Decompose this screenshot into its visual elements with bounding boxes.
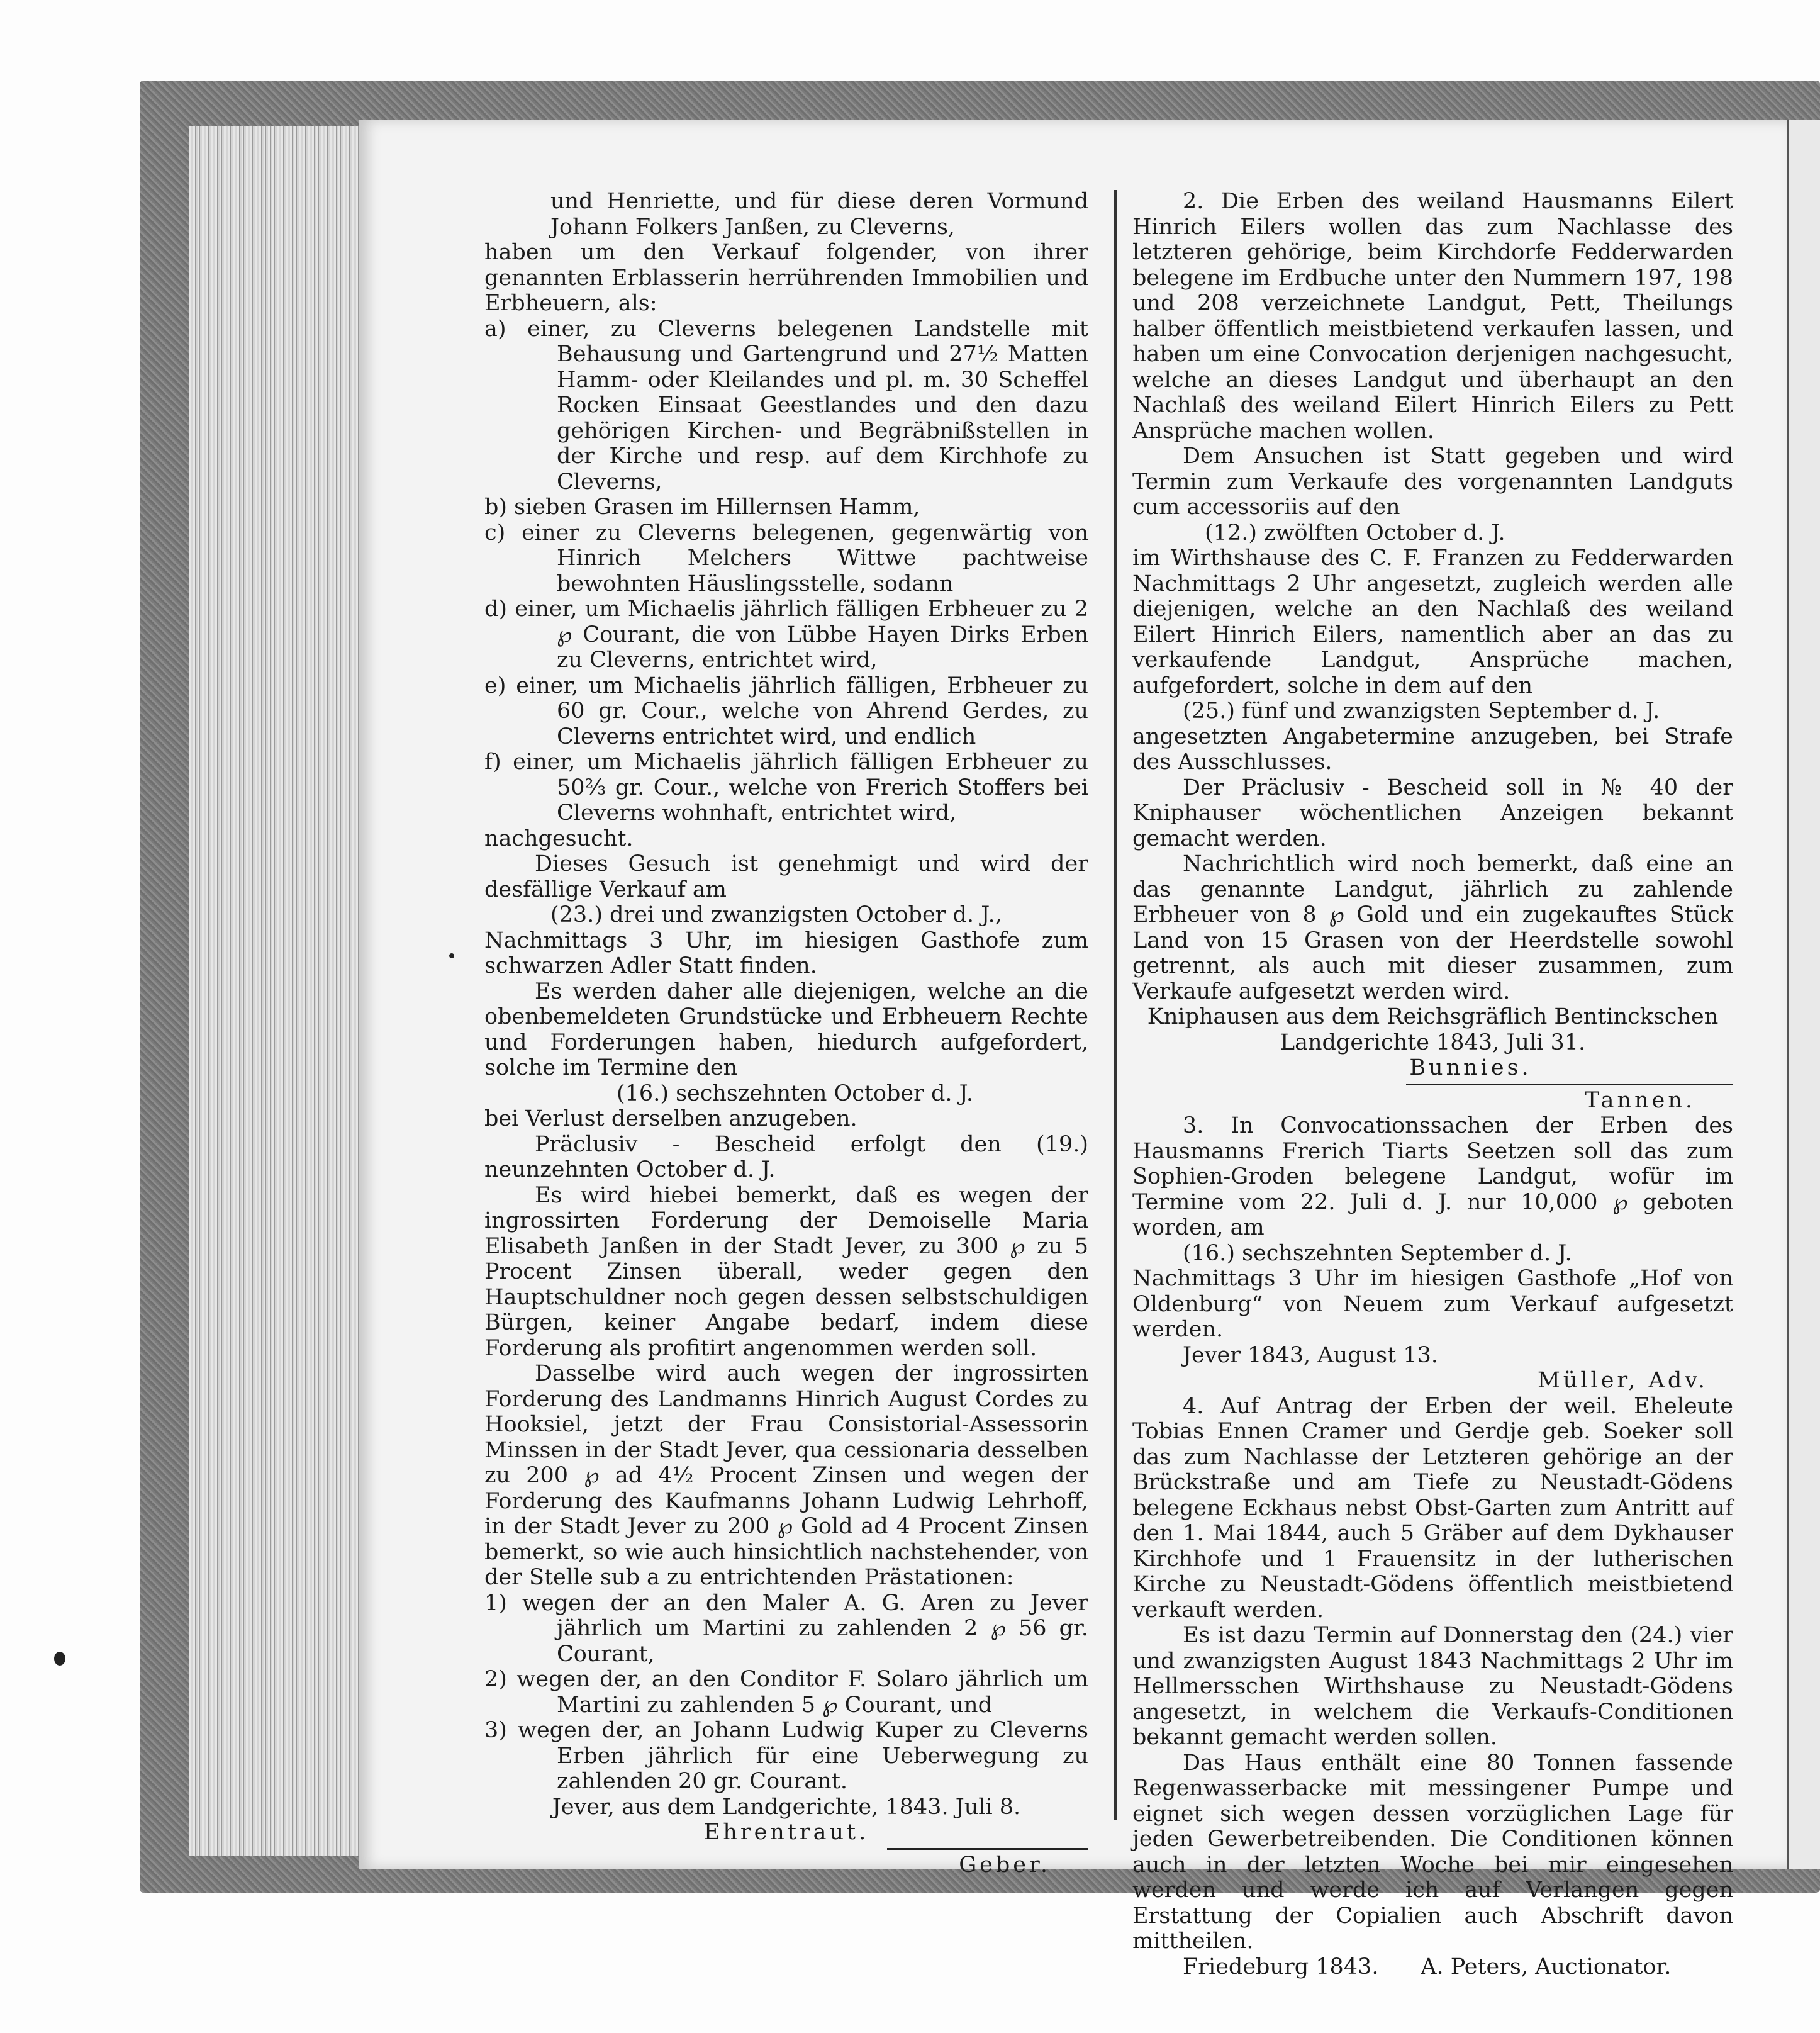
list-item: a) einer, zu Cleverns belegenen Landstelle mit Behausung und Gartengrund und 27½ Matten Hamm- oder Kleilandes und pl. m. 30 Scheffel Rocken Einsaat Geestlandes und den dazu gehörigen Kirchen- und Begräbnißstellen in der Kirche und resp. auf dem Kirchhofe zu Cleverns, — [484, 316, 1088, 495]
paragraph: Es werden daher alle diejenigen, welche an die obenbemeldeten Grundstücke und Erbheuern Rechte und Forderungen haben, hiedurch aufgefordert, solche im Termine den — [484, 978, 1088, 1080]
date-line: (25.) fünf und zwanzigsten September d. J. — [1183, 698, 1660, 724]
paragraph: Dem Ansuchen ist Statt gegeben und wird Termin zum Verkaufe des vorgenannten Landguts cum accessoriis auf den — [1132, 444, 1733, 520]
list-item: 1) wegen der an den Maler A. G. Aren zu Jever jährlich um Martini zu zahlenden 2 ℘ 56 gr. Courant, — [484, 1590, 1088, 1667]
ink-spot — [54, 1652, 65, 1666]
next-page-edge — [1787, 120, 1820, 1869]
list-item: b) sieben Grasen im Hillernsen Hamm, — [484, 495, 920, 520]
list-item: d) einer, um Michaelis jährlich fälligen Erbheuer zu 2 ℘ Courant, die von Lübbe Hayen Dirks Erben zu Cleverns, entrichtet wird, — [484, 596, 1088, 673]
paragraph: 2. Die Erben des weiland Hausmanns Eilert Hinrich Eilers wollen das zum Nachlasse des letzteren gehörige, beim Kirchdorfe Fedderwarden belegene im Erdbuche unter den Nummern 197, 198 und 208 verzeichnete Landgut, Pett, Theilungs halber öffentlich meistbietend verkaufen lassen, und haben um eine Convocation derjenigen nachgesucht, welche an dieses Landgut und überhaupt an den Nachlaß des weiland Eilert Hinrich Eilers zu Pett Ansprüche machen wollen. — [1132, 189, 1733, 444]
paragraph: 3. In Convocationssachen der Erben des Hausmanns Frerich Tiarts Seetzen soll das zum Sophien-Groden belegene Landgut, wofür im Termine vom 22. Juli d. J. nur 10,000 ℘ geboten worden, am — [1132, 1113, 1733, 1240]
paragraph: Nachmittags 3 Uhr im hiesigen Gasthofe „Hof von Oldenburg“ von Neuem zum Verkauf aufgesetzt werden. — [1132, 1266, 1733, 1342]
list-item: f) einer, um Michaelis jährlich fälligen Erbheuer zu 50⅔ gr. Cour., welche von Frerich Stoffers bei Cleverns wohnhaft, entrichtet wird, — [484, 749, 1088, 826]
page-edges — [189, 126, 360, 1856]
paragraph: und Henriette, und für diese deren Vormund Johann Folkers Janßen, zu Cleverns, — [550, 189, 1088, 240]
list-item: e) einer, um Michaelis jährlich fälligen, Erbheuer zu 60 gr. Cour., welche von Ahrend Gerdes, zu Cleverns entrichtet wird, und endlich — [484, 673, 1088, 749]
paragraph: Dasselbe wird auch wegen der ingrossirten Forderung des Landmanns Hinrich August Cordes zu Hooksiel, jetzt der Frau Consistorial-Assessorin Minssen in der Stadt Jever, qua cessionaria desselben zu 200 ℘ ad 4½ Procent Zinsen und wegen der Forderung des Kaufmanns Johann Ludwig Lehrhoff, in der Stadt Jever zu 200 ℘ Gold ad 4 Procent Zinsen bemerkt, so wie auch hinsichtlich nachstehender, von der Stelle sub a zu entrichtenden Prästationen: — [484, 1361, 1088, 1590]
right-column — [1132, 189, 1733, 1980]
date-line: (23.) drei und zwanzigsten October d. J., — [550, 902, 1002, 927]
ink-spot — [449, 953, 454, 958]
list-item: 2) wegen der, an den Conditor F. Solaro jährlich um Martini zu zahlenden 5 ℘ Courant, und — [484, 1667, 1088, 1718]
date-line: (16.) sechszehnten October d. J. — [617, 1080, 974, 1106]
paragraph: Das Haus enthält eine 80 Tonnen fassende Regenwasserbacke mit messingener Pumpe und eignet sich wegen dessen vorzüglichen Lage für jeden Gewerbetreibenden. Die Conditionen können auch in der letzten Woche bei mir eingesehen werden und werde ich auf Verlangen gegen Erstattung der Copialien auch Abschrift davon mittheilen. — [1132, 1750, 1733, 1954]
date-line: (16.) sechszehnten September d. J. — [1183, 1240, 1572, 1266]
column-divider — [1114, 190, 1117, 1820]
paragraph: Der Präclusiv - Bescheid soll in № 40 der Kniphauser wöchentlichen Anzeigen bekannt gemacht werden. — [1132, 775, 1733, 851]
signature: Tannen. — [1585, 1087, 1695, 1113]
paragraph: nachgesucht. — [484, 826, 634, 851]
signature-rule — [887, 1848, 1088, 1850]
place-date-signature: Friedeburg 1843. A. Peters, Auctionator. — [1183, 1954, 1672, 1980]
paragraph: Es wird hiebei bemerkt, daß es wegen der ingrossirten Forderung der Demoiselle Maria Elisabeth Janßen in der Stadt Jever, zu 300 ℘ zu 5 Procent Zinsen überall, weder gegen den Hauptschuldner noch gegen dessen selbstschuldigen Bürgen, keiner Angabe bedarf, indem diese Forderung als profitirt angenommen werden soll. — [484, 1182, 1088, 1361]
paragraph: 4. Auf Antrag der Erben der weil. Eheleute Tobias Ennen Cramer und Gerdje geb. Soeker soll das zum Nachlasse der Letzteren gehörige an der Brückstraße und am Tiefe zu Neustadt-Gödens belegene Eckhaus nebst Obst-Garten zum Antritt auf den 1. Mai 1844, auch 5 Gräber auf dem Dykhauser Kirchhofe und 1 Frauensitz in der lutherischen Kirche zu Neustadt-Gödens öffentlich meistbietend verkauft werden. — [1132, 1393, 1733, 1623]
list-item: c) einer zu Cleverns belegenen, gegenwärtig von Hinrich Melchers Wittwe pachtweise bewohnten Häuslingsstelle, sodann — [484, 520, 1088, 596]
paragraph: bei Verlust derselben anzugeben. — [484, 1106, 857, 1131]
signature-rule — [1406, 1084, 1733, 1085]
signature: Ehrentraut. — [703, 1820, 869, 1845]
paragraph: haben um den Verkauf folgender, von ihrer genannten Erblasserin herrührenden Immobilien und Erbheuern, als: — [484, 240, 1088, 316]
signature: Müller, Adv. — [1537, 1368, 1708, 1393]
paragraph: Präclusiv - Bescheid erfolgt den (19.) neunzehnten October d. J. — [484, 1131, 1088, 1182]
paragraph: Es ist dazu Termin auf Donnerstag den (24.) vier und zwanzigsten August 1843 Nachmittags 2 Uhr im Hellmersschen Wirthshause zu Neustadt-Gödens angesetzt, in welchem die Verkaufs-Conditionen bekannt gemacht werden sollen. — [1132, 1623, 1733, 1750]
paragraph: Nachrichtlich wird noch bemerkt, daß eine an das genannte Landgut, jährlich zu zahlende Erbheuer von 8 ℘ Gold und ein zugekauftes Stück Land von 15 Grasen von der Heerdstelle sowohl getrennt, als auch mit dieser zusammen, zum Verkaufe aufgesetzt werden wird. — [1132, 851, 1733, 1004]
place-date-line: Kniphausen aus dem Reichsgräflich Bentinckschen Landgerichte 1843, Juli 31. — [1147, 1004, 1719, 1055]
paragraph: Dieses Gesuch ist genehmigt und wird der desfällige Verkauf am — [484, 851, 1088, 902]
paragraph: im Wirthshause des C. F. Franzen zu Fedderwarden Nachmittags 2 Uhr angesetzt, zugleich werden alle diejenigen, welche an den Nachlaß des weiland Eilert Hinrich Eilers, namentlich aber an das zu verkaufende Landgut, Ansprüche machen, aufgefordert, solche in dem auf den — [1132, 546, 1733, 698]
paragraph: Nachmittags 3 Uhr, im hiesigen Gasthofe zum schwarzen Adler Statt finden. — [484, 927, 1088, 978]
place-date-line: Jever, aus dem Landgerichte, 1843. Juli 8. — [552, 1794, 1021, 1820]
paragraph: angesetzten Angabetermine anzugeben, bei Strafe des Ausschlusses. — [1132, 724, 1733, 775]
signature: Geber. — [959, 1852, 1051, 1878]
signature: Bunnies. — [1409, 1055, 1532, 1080]
left-column — [484, 189, 1088, 1878]
list-item: 3) wegen der, an Johann Ludwig Kuper zu Cleverns Erben jährlich für eine Ueberwegung zu zahlenden 20 gr. Courant. — [484, 1718, 1088, 1794]
place-date-line: Jever 1843, August 13. — [1183, 1342, 1438, 1368]
date-line: (12.) zwölften October d. J. — [1205, 520, 1505, 546]
